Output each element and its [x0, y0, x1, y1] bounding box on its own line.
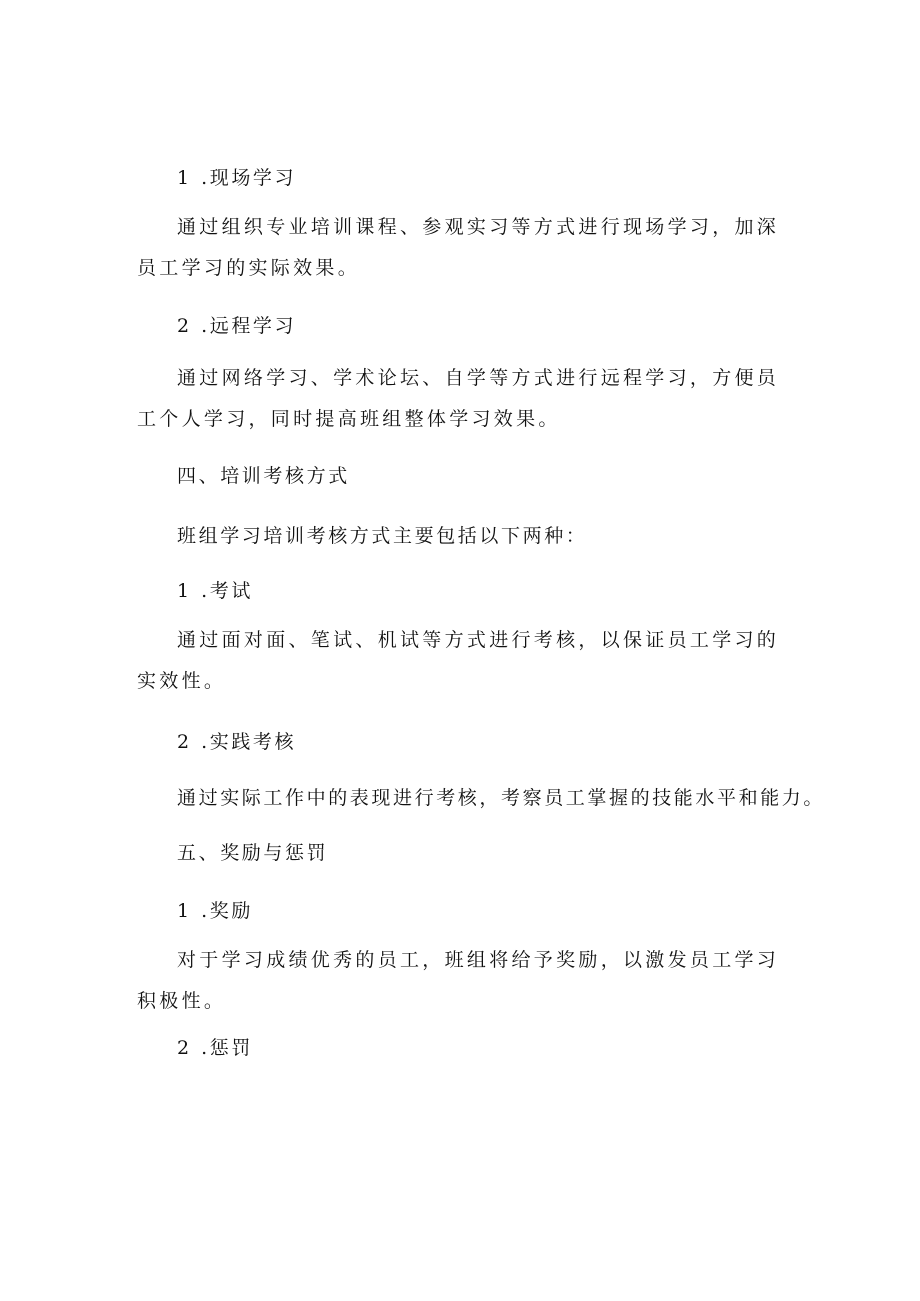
numbered-item-practice-assessment	[177, 730, 296, 754]
item-number: 1	[177, 167, 190, 189]
paragraph-onsite-learning: 通过组织专业培训课程、参观实习等方式进行现场学习，加深员工学习的实际效果。	[137, 216, 780, 279]
item-title: .奖励	[201, 900, 253, 922]
paragraph-practice-assessment: 通过实际工作中的表现进行考核，考察员工掌握的技能水平和能力。	[177, 787, 826, 809]
numbered-item-exam	[177, 579, 253, 603]
item-title: .远程学习	[201, 315, 297, 337]
item-number: 1	[177, 580, 190, 602]
item-number: 2	[177, 731, 190, 753]
section-heading-assessment: 四、培训考核方式	[177, 465, 350, 487]
numbered-item-penalties	[177, 1036, 253, 1060]
item-number: 2	[177, 315, 190, 337]
item-title: .现场学习	[201, 167, 297, 189]
paragraph-remote-learning: 通过网络学习、学术论坛、自学等方式进行远程学习，方便员工个人学习，同时提高班组整体学习效果。	[137, 367, 780, 430]
numbered-item-onsite-learning	[177, 166, 296, 190]
paragraph-assessment-intro: 班组学习培训考核方式主要包括以下两种：	[177, 525, 588, 547]
item-title: .惩罚	[201, 1037, 253, 1059]
section-heading-rewards-penalties: 五、奖励与惩罚	[177, 842, 329, 864]
paragraph-rewards: 对于学习成绩优秀的员工，班组将给予奖励，以激发员工学习积极性。	[137, 949, 780, 1012]
numbered-item-rewards	[177, 899, 253, 923]
paragraph-exam: 通过面对面、笔试、机试等方式进行考核，以保证员工学习的实效性。	[137, 629, 780, 692]
item-number: 1	[177, 900, 190, 922]
item-number: 2	[177, 1037, 190, 1059]
item-title: .考试	[201, 580, 253, 602]
item-title: .实践考核	[201, 731, 297, 753]
numbered-item-remote-learning	[177, 314, 296, 338]
